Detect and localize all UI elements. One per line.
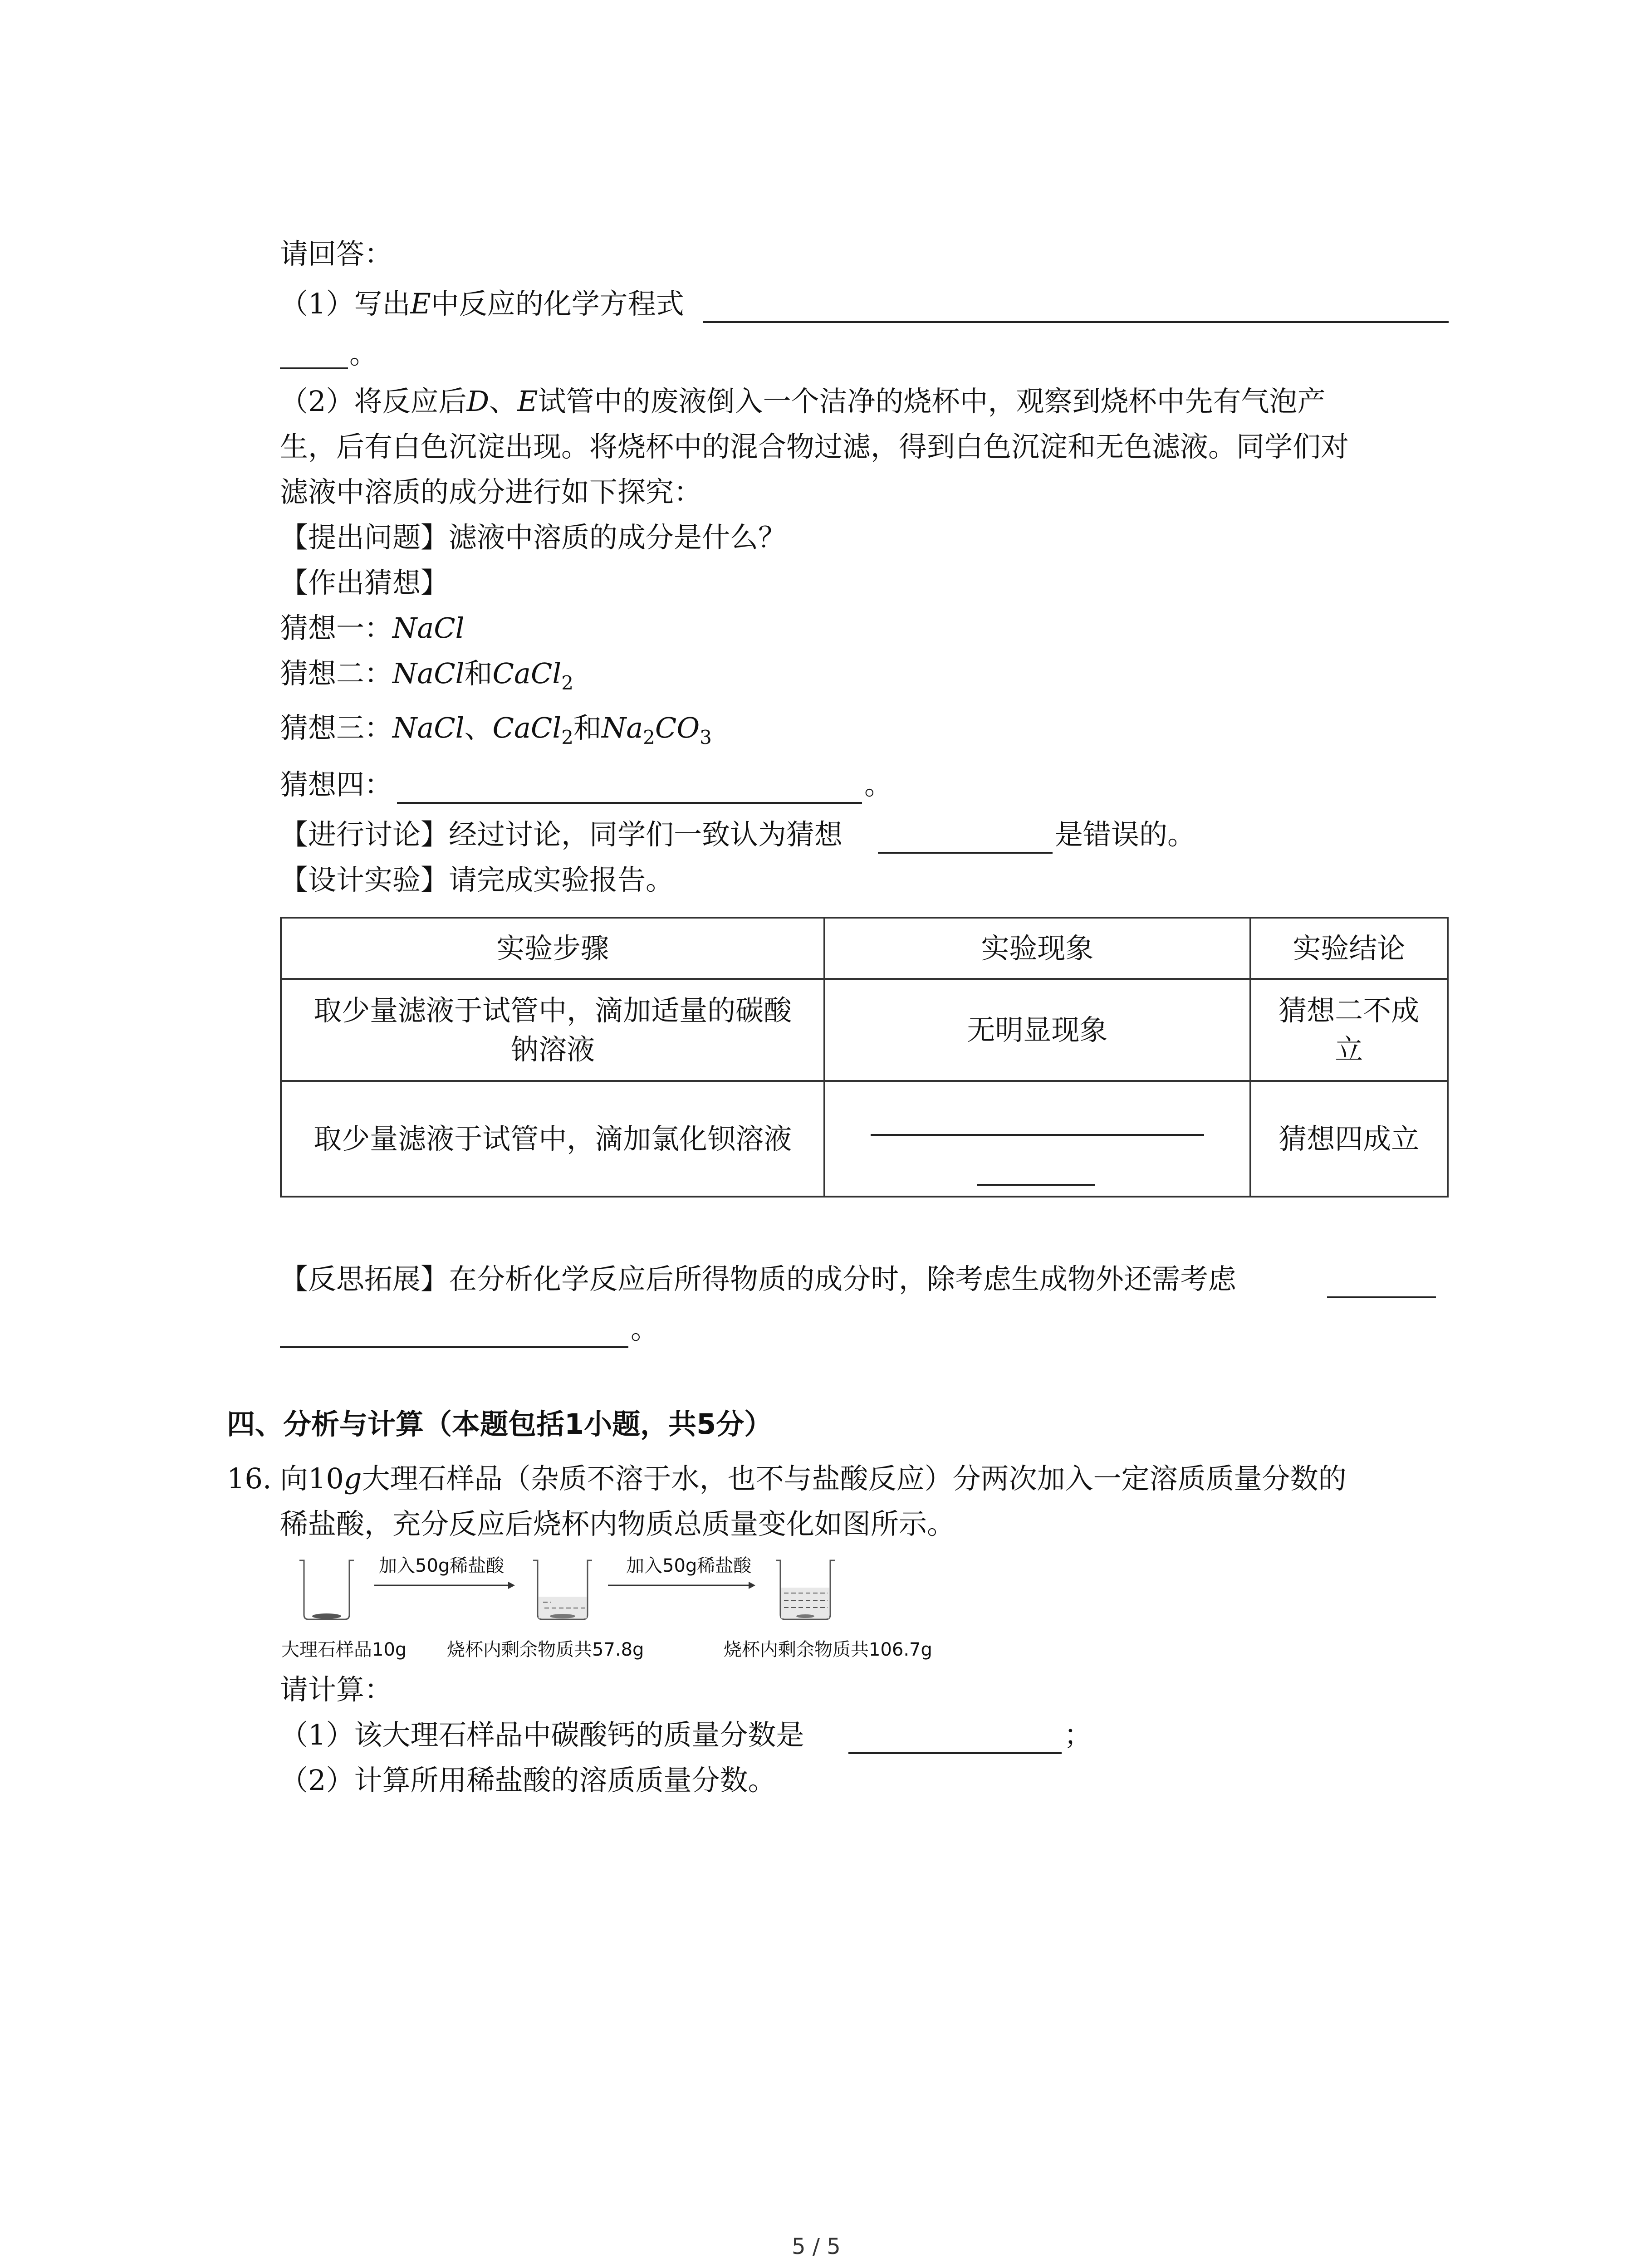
hypothesis-4 bbox=[280, 767, 392, 803]
q1-text bbox=[280, 286, 684, 322]
h1-label: 猜想一： bbox=[280, 611, 393, 645]
h2-f2: CaCl bbox=[492, 657, 562, 690]
h3-f3-sub2: 3 bbox=[700, 726, 712, 748]
h3-f2-sub: 2 bbox=[561, 726, 573, 748]
beaker-1-label: 大理石样品10g bbox=[281, 1639, 407, 1660]
row2-conclusion: 猜想四成立 bbox=[1250, 1081, 1448, 1197]
q16-unit: g bbox=[343, 1462, 362, 1495]
q16-mass: 10 bbox=[308, 1462, 344, 1495]
h3-label: 猜想三： bbox=[280, 711, 393, 744]
discussion-answer-line[interactable] bbox=[878, 852, 1053, 854]
q2-var-d: D bbox=[466, 385, 490, 418]
q1-answer-line-1[interactable] bbox=[703, 321, 1449, 323]
reflection-end: 。 bbox=[631, 1312, 659, 1345]
q2-line-1-a: （2）将反应后 bbox=[280, 385, 467, 418]
hypothesis-3 bbox=[280, 710, 712, 756]
arrow-1-label: 加入50g稀盐酸 bbox=[379, 1555, 505, 1576]
beaker-2-icon bbox=[533, 1560, 592, 1619]
beaker-3-label: 烧杯内剩余物质共106.7g bbox=[724, 1639, 932, 1660]
q1-suffix: 中反应的化学方程式 bbox=[431, 287, 684, 320]
raise-question: 【提出问题】滤液中溶质的成分是什么？ bbox=[280, 521, 787, 554]
table-header-row bbox=[281, 918, 1448, 979]
q1-prefix: （1）写出 bbox=[280, 287, 411, 320]
table-row bbox=[281, 1081, 1448, 1197]
arrow-2-label: 加入50g稀盐酸 bbox=[626, 1555, 752, 1576]
design-heading: 【设计实验】请完成实验报告。 bbox=[280, 863, 674, 896]
h4-answer-line[interactable] bbox=[397, 802, 862, 804]
h3-sep: 、 bbox=[464, 711, 493, 744]
hypothesis-1 bbox=[280, 610, 465, 646]
discussion-b: 是错误的。 bbox=[1055, 818, 1196, 851]
h3-f3-sub1: 2 bbox=[643, 726, 655, 748]
table-row bbox=[281, 979, 1448, 1081]
row1-step: 取少量滤液于试管中，滴加适量的碳酸钠溶液 bbox=[281, 979, 824, 1081]
h2-f2-sub: 2 bbox=[561, 672, 573, 694]
reflection-a: 【反思拓展】在分析化学反应后所得物质的成分时，除考虑生成物外还需考虑 bbox=[280, 1262, 1237, 1295]
q2-line-1-b: 试管中的废液倒入一个洁净的烧杯中，观察到烧杯中先有气泡产 bbox=[538, 385, 1326, 418]
calc-heading: 请计算： bbox=[280, 1673, 393, 1706]
h3-f3-c: CO bbox=[655, 711, 700, 744]
h3-join: 和 bbox=[573, 711, 602, 744]
beaker-1-icon bbox=[299, 1560, 354, 1619]
row1-phenomenon: 无明显现象 bbox=[824, 979, 1250, 1081]
page-number: 5 / 5 bbox=[792, 2234, 841, 2259]
calc-1: （1）该大理石样品中碳酸钙的质量分数是 bbox=[280, 1718, 804, 1751]
q16-line-1 bbox=[280, 1461, 1347, 1497]
q16-line-1-b: 大理石样品（杂质不溶于水，也不与盐酸反应）分两次加入一定溶质质量分数的 bbox=[362, 1462, 1347, 1495]
row2-phenomenon-cell[interactable] bbox=[824, 1081, 1250, 1197]
section-4-heading: 四、分析与计算（本题包括1小题，共5分） bbox=[227, 1408, 773, 1441]
q1-answer-line-2[interactable] bbox=[280, 367, 348, 369]
q16-line-1-a: 向 bbox=[280, 1462, 309, 1495]
h2-f1: NaCl bbox=[392, 657, 465, 690]
calc-1-answer-line[interactable] bbox=[848, 1752, 1062, 1754]
row2-answer-line-2[interactable] bbox=[977, 1184, 1095, 1186]
h4-end: 。 bbox=[864, 768, 893, 801]
q16-line-2: 稀盐酸，充分反应后烧杯内物质总质量变化如图所示。 bbox=[280, 1507, 955, 1540]
beaker-2-label: 烧杯内剩余物质共57.8g bbox=[447, 1639, 644, 1660]
calc-2: （2）计算所用稀盐酸的溶质质量分数。 bbox=[280, 1764, 776, 1797]
arrow-2-icon bbox=[608, 1582, 755, 1589]
h2-join: 和 bbox=[464, 657, 493, 690]
q1-var: E bbox=[410, 287, 431, 320]
hypothesis-2 bbox=[280, 655, 573, 701]
h3-f2: CaCl bbox=[492, 711, 562, 744]
q16-number: 16. bbox=[227, 1462, 272, 1495]
row2-answer-line-1[interactable] bbox=[871, 1134, 1204, 1136]
h3-f3-a: Na bbox=[601, 711, 643, 744]
header-conclusion: 实验结论 bbox=[1250, 918, 1448, 979]
q2-line-3: 滤液中溶质的成分进行如下探究： bbox=[280, 475, 702, 508]
header-steps: 实验步骤 bbox=[281, 918, 824, 979]
header-phenomena: 实验现象 bbox=[824, 918, 1250, 979]
h2-label: 猜想二： bbox=[280, 657, 393, 690]
q2-var-e: E bbox=[517, 385, 538, 418]
q1-end: 。 bbox=[349, 337, 378, 370]
calc-1-end: ； bbox=[1064, 1718, 1092, 1751]
q2-sep: 、 bbox=[489, 385, 518, 418]
discussion-a: 【进行讨论】经过讨论，同学们一致认为猜想 bbox=[280, 818, 843, 851]
reflection-answer-line-1[interactable] bbox=[1327, 1296, 1436, 1298]
arrow-1-icon bbox=[374, 1582, 515, 1589]
reflection-answer-line-2[interactable] bbox=[280, 1346, 628, 1348]
beaker-3-icon bbox=[776, 1560, 835, 1619]
q2-line-1 bbox=[280, 383, 1325, 420]
q2-line-2: 生，后有白色沉淀出现。将烧杯中的混合物过滤，得到白色沉淀和无色滤液。同学们对 bbox=[280, 430, 1349, 463]
hypothesis-heading: 【作出猜想】 bbox=[280, 566, 449, 599]
h3-f1: NaCl bbox=[392, 711, 465, 744]
row2-step: 取少量滤液于试管中，滴加氯化钡溶液 bbox=[281, 1081, 824, 1197]
h1-formula: NaCl bbox=[392, 611, 465, 645]
row1-conclusion: 猜想二不成立 bbox=[1250, 979, 1448, 1081]
experiment-report-table bbox=[280, 917, 1449, 1198]
intro-text: 请回答： bbox=[280, 237, 393, 270]
h4-label: 猜想四： bbox=[280, 768, 393, 801]
